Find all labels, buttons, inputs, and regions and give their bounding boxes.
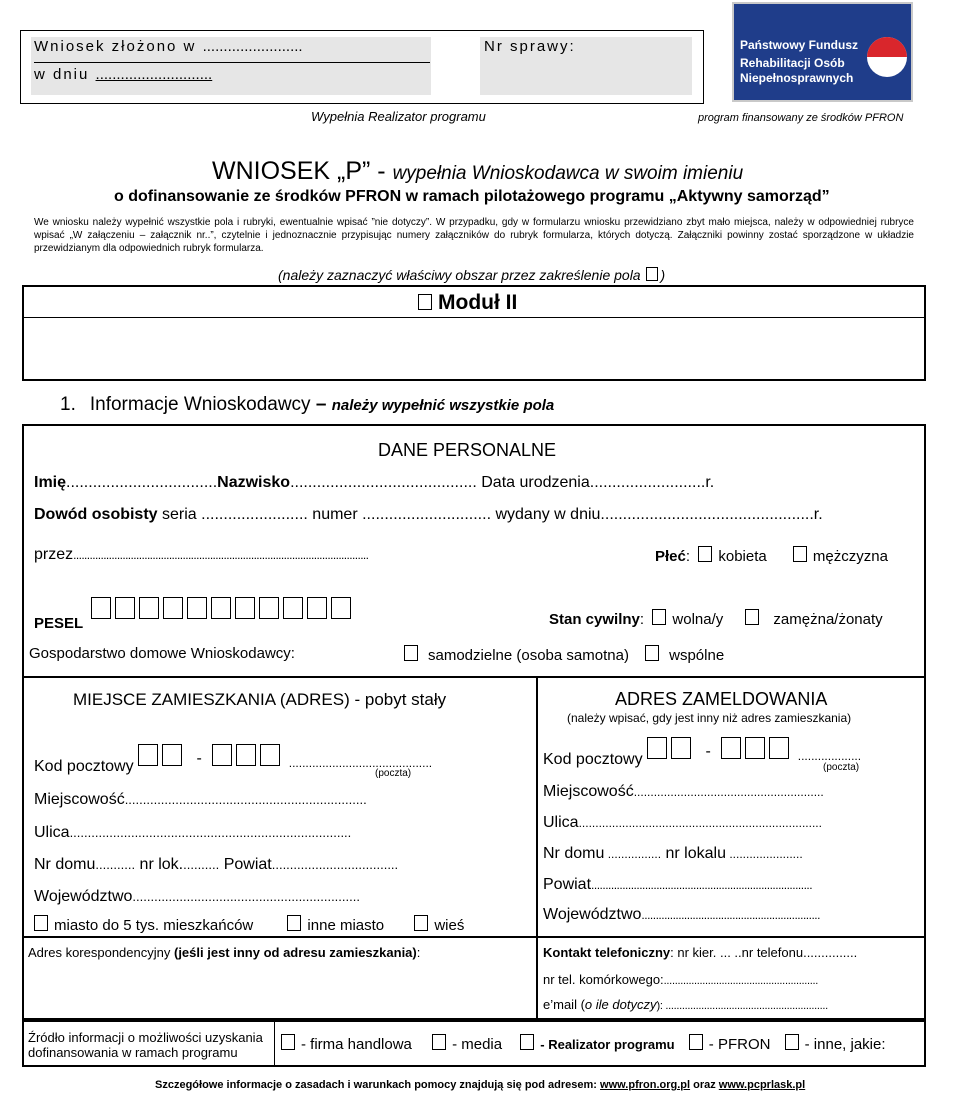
pesel-digit-box[interactable] <box>283 597 303 619</box>
pfron-logo <box>732 2 913 102</box>
registration-street-field[interactable]: ......................................................................... <box>578 816 822 830</box>
module-divider <box>24 317 924 318</box>
registration-postal-digit[interactable] <box>769 737 789 759</box>
source-options: - firma handlowa - media - Realizator programu - PFRON - inne, jakie: <box>281 1034 886 1053</box>
form-title: WNIOSEK „P” - wypełnia Wnioskodawca w swoim imieniu <box>212 157 744 185</box>
registration-note: (należy wpisać, gdy jest inny niż adres zamieszkania) <box>567 711 852 725</box>
date-line <box>34 66 212 83</box>
pesel-digit-box[interactable] <box>91 597 111 619</box>
pesel-digit-box[interactable] <box>115 597 135 619</box>
mark-note-checkbox-icon <box>646 267 658 281</box>
module-label: Moduł II <box>438 291 518 314</box>
registration-postal-digit[interactable] <box>671 737 691 759</box>
source-divider <box>274 1021 275 1066</box>
marital-married-checkbox[interactable] <box>745 609 759 625</box>
pfron-logo-circle-icon <box>866 36 908 78</box>
registration-province-field[interactable]: ............................................................... <box>641 908 820 922</box>
contact-mobile-row: nr tel. komórkowego:........................................................ <box>543 972 819 987</box>
registration-postal-digit[interactable] <box>745 737 765 759</box>
mark-note-text: (należy zaznaczyć właściwy obszar przez zakreślenie pola ) <box>278 267 666 283</box>
case-number-label: Nr sprawy: <box>484 38 576 55</box>
id-row: Dowód osobisty seria ........................ numer ............................. wydany w dniu................................................r. <box>34 506 823 523</box>
submitted-label: Wniosek złożono w <box>34 38 197 55</box>
pesel-digit-box[interactable] <box>331 597 351 619</box>
residence-postal-digit[interactable] <box>236 744 256 766</box>
registration-street-row: Ulica......................................................................... <box>543 814 822 831</box>
contact-phone-row: Kontakt telefoniczny: nr kier. ... ..nr telefonu............... <box>543 945 858 960</box>
correspondence-label-row: Adres korespondencyjny (jeśli jest inny od adresu zamieszkania): <box>28 945 421 960</box>
pfron-link[interactable]: www.pfron.org.pl <box>600 1079 691 1091</box>
source-label: Źródło informacji o możliwości uzyskania dofinansowania w ramach programu <box>28 1030 263 1060</box>
personal-heading: DANE PERSONALNE <box>378 440 557 460</box>
residence-flat-field[interactable]: .......... <box>183 857 220 872</box>
number-field[interactable]: ............................. <box>357 506 492 523</box>
mark-note <box>278 267 665 283</box>
source-pfron-checkbox[interactable] <box>689 1034 703 1050</box>
header-underline <box>34 62 430 63</box>
form-title-main: WNIOSEK „P” <box>212 157 371 185</box>
registration-post-office-field[interactable]: ................... <box>797 749 862 763</box>
pesel-digit-box[interactable] <box>211 597 231 619</box>
pfron-logo-line1: Państwowy Fundusz <box>740 38 859 52</box>
residence-postal-row: Kod pocztowy - $_{...........................................}$ <box>34 744 432 768</box>
residence-postal-digit[interactable] <box>212 744 232 766</box>
residence-house-row: Nr domu........... nr lok........... Powiat................................... <box>34 856 399 873</box>
birth-field[interactable]: .......................... <box>589 474 706 491</box>
pesel-digit-box[interactable] <box>163 597 183 619</box>
surname-field[interactable]: .......................................... <box>290 474 477 491</box>
registration-house-field[interactable]: ................ <box>604 847 662 861</box>
source-media-checkbox[interactable] <box>432 1034 446 1050</box>
residence-district-field[interactable]: ................................... <box>271 857 399 872</box>
form-title-italic: wypełnia Wnioskodawca w swoim imieniu <box>392 163 744 184</box>
marital-row: Stan cywilny: wolna/y zamężna/żonaty <box>549 611 883 628</box>
registration-city-field[interactable]: ......................................................... <box>633 785 824 799</box>
contact-phone-field[interactable]: : nr kier. ... ..nr telefonu............... <box>670 945 858 960</box>
household-alone-checkbox[interactable] <box>404 645 418 661</box>
registration-postal-sub: (poczta) <box>823 762 860 773</box>
date-label: w dniu <box>34 66 96 83</box>
residence-postal-digit[interactable] <box>138 744 158 766</box>
date-dots: ............................ <box>95 66 213 83</box>
residence-type-row: miasto do 5 tys. mieszkańców inne miasto wieś <box>34 915 464 934</box>
registration-district-field[interactable]: .............................................................................. <box>591 878 813 892</box>
contact-mobile-field[interactable]: ........................................................ <box>663 975 819 987</box>
program-note: program finansowany ze środków PFRON <box>698 112 904 124</box>
residence-city-checkbox[interactable] <box>287 915 301 931</box>
instructions-text: We wniosku należy wypełnić wszystkie pola i rubryki, ewentualnie wpisać ”nie dotyczy”. W przypadku, gdy w formularzu wniosku przewidziano zbyt mało miejsca, należy w odpowiedniej rubryce wpisać „W załączeniu – załącznik nr..”, czytelnie i jednoznacznie przypisując numery załączników do rubryk formularza, których dotyczą. Załączniki powinny zostać sporządzone w układzie przewidzianym dla odpowiednich rubryk formularza. <box>34 217 914 254</box>
registration-flat-field[interactable]: ...................... <box>725 847 803 861</box>
pesel-row: PESEL <box>34 597 355 620</box>
pesel-digit-box[interactable] <box>187 597 207 619</box>
registration-city-row: Miejscowość......................................................... <box>543 783 824 800</box>
module-label-row[interactable] <box>418 291 517 315</box>
module-checkbox[interactable] <box>418 294 432 310</box>
residence-province-field[interactable]: ............................................................... <box>132 889 360 904</box>
sex-male-checkbox[interactable] <box>793 546 807 562</box>
issuer-field[interactable]: ............................................................................................................ <box>73 548 369 562</box>
registration-province-row: Województwo............................................................... <box>543 906 820 923</box>
pesel-boxes[interactable] <box>91 597 355 620</box>
pfron-logo-line3: Niepełnosprawnych <box>740 71 854 85</box>
pesel-digit-box[interactable] <box>307 597 327 619</box>
contact-email-field[interactable]: ): ........................................................... <box>656 1000 828 1012</box>
residence-city-row: Miejscowość................................................................... <box>34 791 367 808</box>
realizator-note: Wypełnia Realizator programu <box>311 109 486 124</box>
residence-postal-sub: (poczta) <box>375 768 412 779</box>
contact-email-row: e’mail (o ile dotyczy): ........................................................... <box>543 997 828 1012</box>
issuer-row: przez............................................................................................................ <box>34 546 369 563</box>
household-options: samodzielne (osoba samotna) wspólne <box>404 645 724 664</box>
series-field[interactable]: ........................ <box>196 506 308 523</box>
source-company-checkbox[interactable] <box>281 1034 295 1050</box>
sex-female-checkbox[interactable] <box>698 546 712 562</box>
registration-postal-digit[interactable] <box>647 737 667 759</box>
name-row: Imię..................................Nazwisko.......................................... Data urodzenia..........................r. <box>34 474 715 491</box>
form-subtitle: o dofinansowanie ze środków PFRON w ramach pilotażowego programu „Aktywny samorząd” <box>114 188 830 205</box>
residence-postal-digit[interactable] <box>162 744 182 766</box>
registration-heading: ADRES ZAMELDOWANIA <box>615 689 828 709</box>
residence-village-checkbox[interactable] <box>414 915 428 931</box>
residence-street-row: Ulica.............................................................................. <box>34 824 352 841</box>
section1-title: 1. Informacje Wnioskodawcy – należy wypełnić wszystkie pola <box>60 394 555 415</box>
residence-postal-digit[interactable] <box>260 744 280 766</box>
residence-post-office-field[interactable]: ........................................... <box>288 756 433 770</box>
household-shared-checkbox[interactable] <box>645 645 659 661</box>
residence-house-field[interactable]: ........... <box>95 857 136 872</box>
residence-heading: MIEJSCE ZAMIESZKANIA (ADRES) - pobyt stały <box>73 690 447 709</box>
pesel-digit-box[interactable] <box>139 597 159 619</box>
residence-city-field[interactable]: ................................................................... <box>124 792 367 807</box>
pesel-digit-box[interactable] <box>259 597 279 619</box>
residence-street-field[interactable]: .............................................................................. <box>69 825 352 840</box>
marital-free-checkbox[interactable] <box>652 609 666 625</box>
source-other-checkbox[interactable] <box>785 1034 799 1050</box>
household-label: Gospodarstwo domowe Wnioskodawcy: <box>29 645 295 662</box>
footer-info: Szczegółowe informacje o zasadach i warunkach pomocy znajdują się pod adresem: www.pfron.org.pl oraz www.pcprlask.pl <box>155 1079 806 1091</box>
registration-house-row: Nr domu ................ nr lokalu ...................... <box>543 845 803 862</box>
registration-district-row: Powiat.............................................................................. <box>543 876 813 893</box>
name-field[interactable]: .................................. <box>66 474 218 491</box>
source-realizator-checkbox[interactable] <box>520 1034 534 1050</box>
registration-postal-digit[interactable] <box>721 737 741 759</box>
issued-field[interactable]: ................................................ <box>600 506 814 523</box>
pfron-logo-line2: Rehabilitacji Osób <box>740 56 845 70</box>
pesel-digit-box[interactable] <box>235 597 255 619</box>
residence-province-row: Województwo............................................................... <box>34 888 360 905</box>
submitted-dots: ........................ <box>202 38 303 55</box>
sex-row: Płeć: kobieta mężczyzna <box>655 548 888 565</box>
pcpr-link[interactable]: www.pcprlask.pl <box>718 1079 806 1091</box>
residence-small-town-checkbox[interactable] <box>34 915 48 931</box>
registration-postal-row: Kod pocztowy - $_{...................}$ <box>543 737 861 761</box>
submitted-line <box>34 38 303 55</box>
